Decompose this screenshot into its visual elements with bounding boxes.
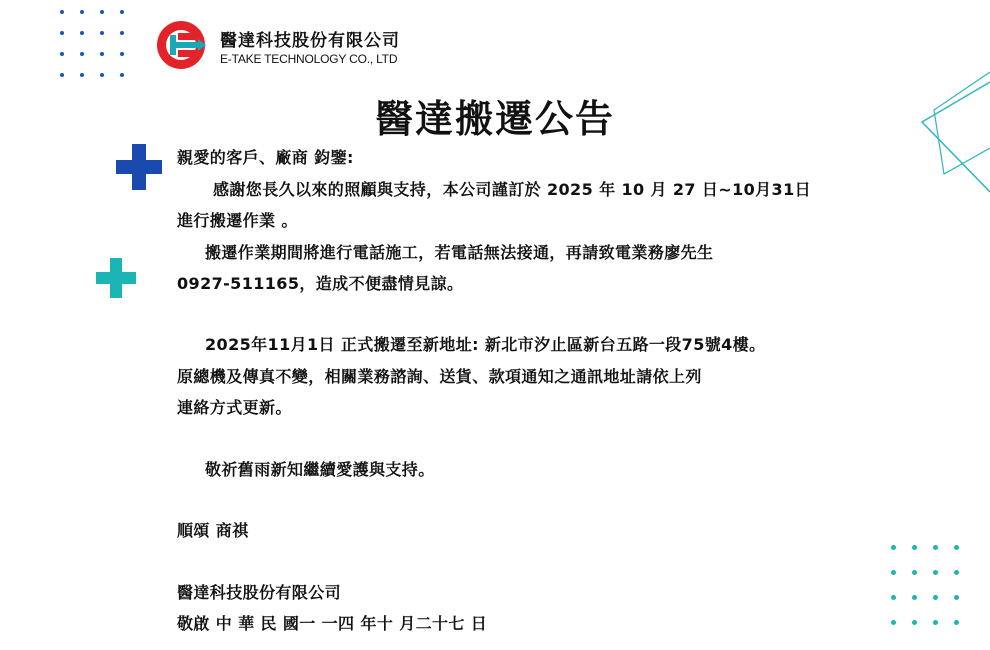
e-take-logo-icon <box>156 20 212 70</box>
closing-wishes: 敬祈舊雨新知繼續愛護與支持。 <box>205 460 435 479</box>
notice-title: 醫達搬遷公告 <box>374 96 615 141</box>
body-paragraph-1: 感謝您長久以來的照顧與支持，本公司謹訂於 2025 年 10 月 27 日~10月31日 <box>213 180 812 199</box>
company-name-en: E-TAKE TECHNOLOGY CO., LTD <box>220 52 398 66</box>
signature-company: 醫達科技股份有限公司 <box>177 583 342 602</box>
company-name-cn: 醫達科技股份有限公司 <box>220 31 400 51</box>
body-paragraph-3-end: 連絡方式更新。 <box>177 398 292 417</box>
teal-plus-icon <box>96 258 136 302</box>
signature-date: 敬啟 中 華 民 國一 一四 年十 月二十七 日 <box>177 614 488 633</box>
decorative-dot-grid-top-left <box>60 10 124 77</box>
decorative-diamond-outline <box>920 70 990 200</box>
decorative-dot-grid-bottom-right <box>891 545 959 625</box>
body-paragraph-3: 2025年11月1日 正式搬遷至新地址: 新北市汐止區新台五路一段75號4樓。 <box>205 335 766 354</box>
body-paragraph-2: 搬遷作業期間將進行電話施工，若電話無法接通，再請致電業務廖先生 <box>205 243 714 262</box>
salutation: 親愛的客戶、廠商 鈞鑒: <box>177 148 354 167</box>
body-paragraph-2-cont: 0927-511165，造成不便盡情見諒。 <box>177 274 464 293</box>
body-paragraph-3-cont: 原總機及傳真不變，相關業務諮詢、送貨、款項通知之通訊地址請依上列 <box>177 367 702 386</box>
body-paragraph-1-cont: 進行搬遷作業 。 <box>177 211 298 230</box>
blue-plus-icon <box>116 144 162 194</box>
closing-greeting: 順頌 商祺 <box>177 521 249 540</box>
